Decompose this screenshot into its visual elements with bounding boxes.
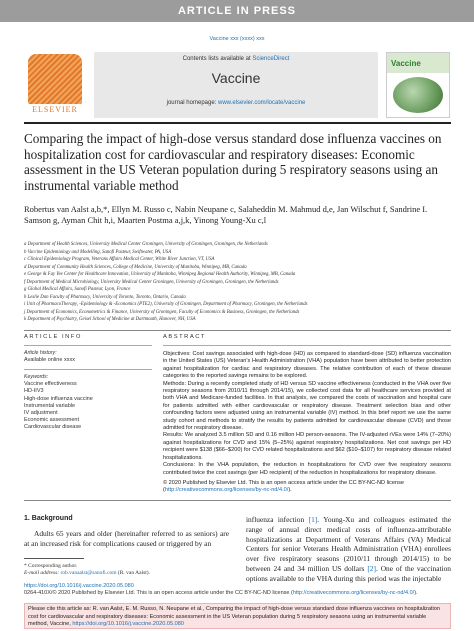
article-info-panel [24, 334, 152, 432]
cover-label: Vaccine [391, 59, 421, 68]
abstract-methods: Methods: During a recently completed study of HD versus SD vaccine effectiveness (conducted in the VHA over five respiratory seasons from 2010/11 through 2014/15), we collected cost data for all healthcare services provided at both VHA and Medicare-funded facilities. In that analysis, we compared the costs of vaccination and hospital care for patients admitted with either cardiovascular or respiratory disease. Treatment selection bias and other confounding factors were adjusted using an instrumental variable (IV) method. In this brief report we use the same study cohort and methods to stratify the results by patients admitted for cardiovascular disease (CVD) and those admitted for respiratory disease. [163, 380, 451, 432]
elsevier-logo [24, 52, 86, 118]
footer-license-end: ). [414, 590, 418, 597]
homepage-prefix: journal homepage: [166, 100, 218, 106]
journal-cover [386, 52, 450, 118]
author-list: Robertus van Aalst a,b,*, Ellyn M. Russo c, Nabin Neupane c, Salaheddin M. Mahmud d,e, Jan Wilschut f, Sandrine I. Samson g, Ayman Chit h,i, Maarten Postma a,j,k, Yinong Young-Xu c,l [24, 204, 428, 225]
para-end: . One of the vaccination options available to the VHA during this period was the injectable [246, 563, 451, 583]
abstract-bottom-divider [24, 500, 451, 501]
keyword-item: HD-IIV3 [24, 388, 44, 395]
email-link[interactable]: rob.vanaalst@sanofi.com [60, 569, 117, 576]
history-label: Article history: [24, 350, 57, 356]
reference-link-2[interactable]: [2] [367, 563, 376, 573]
article-in-press-banner: ARTICLE IN PRESS [0, 0, 474, 22]
affiliation-item: h Leslie Dan Faculty of Pharmacy, University of Toronto, Toronto, Ontario, Canada [24, 294, 186, 300]
affiliation-item: b Vaccine Epidemiology and Modelling, Sanofi Pasteur, Swiftwater, PA, USA [24, 249, 172, 255]
citation-box [24, 603, 451, 629]
history-value: Available online xxxx [24, 357, 75, 363]
abstract-conclusions: Conclusions: In the VHA population, the reduction in hospitalizations for CVD over five respiratory seasons contributed twice the cost savings (per HD recipient) of the reduction in hospitalizations for respiratory disease. [163, 462, 451, 476]
affiliation-item: a Department of Health Sciences, University Medical Center Groningen, University of Groningen, Groningen, the Netherlands [24, 242, 268, 247]
footer-license-text: 0264-410X/© 2020 Published by Elsevier Ltd. This is an open access article under the CC BY-NC-ND license ( [24, 590, 293, 597]
abstract-text [163, 351, 451, 477]
email-label: E-mail address: [24, 569, 61, 576]
sciencedirect-link[interactable]: ScienceDirect [252, 56, 290, 62]
elsevier-tree-icon [28, 54, 82, 104]
keywords-label: Keywords: [24, 374, 49, 381]
keywords-divider [24, 369, 152, 370]
para-mid: . Young-Xu and colleagues estimated the range of annual direct medical costs of influenza-attributable hospitalizations at Department of Veterans Affairs (VA) Medical Centers for senior Veterans Health Administration (VHA) enrollees over five respiratory seasons (2010/11 through 2014/15) to be between 24 and 34 million US dollars [246, 515, 451, 573]
email-suffix: (R. van Aalst). [116, 569, 151, 576]
body-column-right [246, 515, 451, 584]
affiliation-item: e George & Fay Yee Center for Healthcare Innovation, University of Manitoba, Winnipeg Regional Health Authority, Winnipeg, MB, Canada [24, 272, 296, 277]
abstract-panel [163, 334, 451, 495]
journal-title: Vaccine [211, 70, 261, 86]
footer-license-line [24, 590, 451, 597]
article-info-divider [24, 345, 152, 346]
journal-header [24, 52, 451, 120]
citation-text: Please cite this article as: R. van Aalst, E. M. Russo, N. Neupane et al., Comparing the impact of high-dose versus standard dose influenza vaccines on hospitalization cost for cardiovascular and respiratory diseases: Economic assessment in the US Veteran population during 5 respiratory seasons using an instrumental variable method, Vaccine, [28, 606, 440, 628]
section-heading-background: 1. Background [24, 515, 73, 522]
citation-doi-link[interactable]: https://doi.org/10.1016/j.vaccine.2020.05.080 [72, 621, 185, 628]
copyright-text: © 2020 Published by Elsevier Ltd. This is an open access article under the CC BY-NC-ND license ( [163, 479, 405, 494]
body-column-left [24, 515, 229, 577]
contents-prefix: Contents lists available at [182, 56, 253, 62]
affiliations [24, 241, 451, 324]
header-divider [24, 122, 451, 124]
affiliation-item: c Clinical Epidemiology Program, Veterans Affairs Medical Center, White River Junction, VT, USA [24, 257, 215, 262]
keyword-item: High-dose influenza vaccine [24, 395, 93, 402]
background-paragraph: Adults 65 years and older (hereinafter referred to as seniors) are at an increased risk for complications caused or triggered by an [24, 529, 229, 548]
copyright-end: ). [288, 487, 292, 494]
footnote-email [24, 570, 229, 577]
article-title: Comparing the impact of high-dose versus standard dose influenza vaccines on hospitalization cost for cardiovascular and respiratory diseases: Economic assessment in the US Veteran population during 5 respiratory seasons using an instrumental variable method [24, 131, 442, 193]
abstract-copyright [163, 480, 451, 495]
background-paragraph-continued [246, 515, 451, 584]
affiliations-divider [24, 330, 451, 331]
keyword-item: Cardiovascular disease [24, 424, 82, 431]
abstract-objectives: Objectives: Cost savings associated with high-dose (HD) as compared to standard-dose (SD) influenza vaccination in the United States (US) Veteran's Health Administration (VHA) population have been attributed to better protection against hospitalization for cardiac and respiratory diseases. The relative contribution of each of these disease categories to the reported savings remains to be explored. [163, 351, 451, 380]
journal-reference[interactable]: Vaccine xxx (xxxx) xxx [209, 36, 265, 42]
para-start: influenza infection [246, 515, 309, 524]
journal-masthead [94, 52, 378, 118]
article-info-heading: ARTICLE INFO [24, 334, 82, 340]
keyword-item: IV adjustment [24, 410, 58, 417]
keyword-item: Instrumental variable [24, 402, 76, 409]
cover-image [393, 77, 443, 113]
affiliation-item: j Department of Economics, Econometrics & Finance, University of Groningen, Faculty of Economics & Business, Groningen, the Netherlands [24, 309, 300, 315]
abstract-divider [163, 345, 451, 346]
page-footer [24, 583, 451, 598]
doi-link[interactable]: https://doi.org/10.1016/j.vaccine.2020.05.080 [24, 583, 134, 589]
contents-line [94, 56, 378, 62]
affiliation-item: f Department of Medical Microbiology, University Medical Center Groningen, University of Groningen, Groningen, the Netherlands [24, 279, 279, 285]
affiliation-item: k Department of Psychiatry, Geisel School of Medicine at Dartmouth, Hanover, NH, USA [24, 317, 196, 322]
homepage-link[interactable]: www.elsevier.com/locate/vaccine [218, 100, 306, 106]
affiliation-item: g Global Medical Affairs, Sanofi Pasteur, Lyon, France [24, 287, 131, 292]
abstract-results: Results: We analyzed 3.5 million SD and 0.16 million HD person-seasons. The IV-adjusted rVEs were 14% (7–20%) against hospitalizations for CVD and 15% (5–25%) against respiratory hospitalizations. Net cost savings per HD recipient were $138 ($66–$200) for CVD related hospitalizations and $62 ($10–$107) for respiratory disease related hospitalizations. [163, 432, 451, 461]
publisher-name: ELSEVIER [32, 105, 78, 114]
affiliation-item: d Department of Community Health Sciences, College of Medicine, University of Manitoba, Winnipeg, MB, Canada [24, 264, 247, 270]
footer-license-link[interactable]: http://creativecommons.org/licenses/by-nc-nd/4.0/ [292, 590, 415, 597]
license-link[interactable]: http://creativecommons.org/licenses/by-nc-nd/4.0/ [164, 487, 289, 494]
abstract-heading: ABSTRACT [163, 334, 206, 340]
footnote-corresponding-author: * Corresponding author. [24, 562, 78, 569]
reference-link-1[interactable]: [1] [308, 515, 318, 524]
affiliation-item: i Unit of PharmacoTherapy, -Epidemiology & -Economics (PTE2), University of Groningen, Department of Pharmacy, Groningen, the Netherlands [24, 302, 308, 307]
keyword-item: Economic assessment [24, 417, 80, 424]
footnote-divider [24, 558, 84, 559]
keyword-item: Vaccine effectiveness [24, 381, 77, 388]
homepage-line [94, 100, 378, 106]
